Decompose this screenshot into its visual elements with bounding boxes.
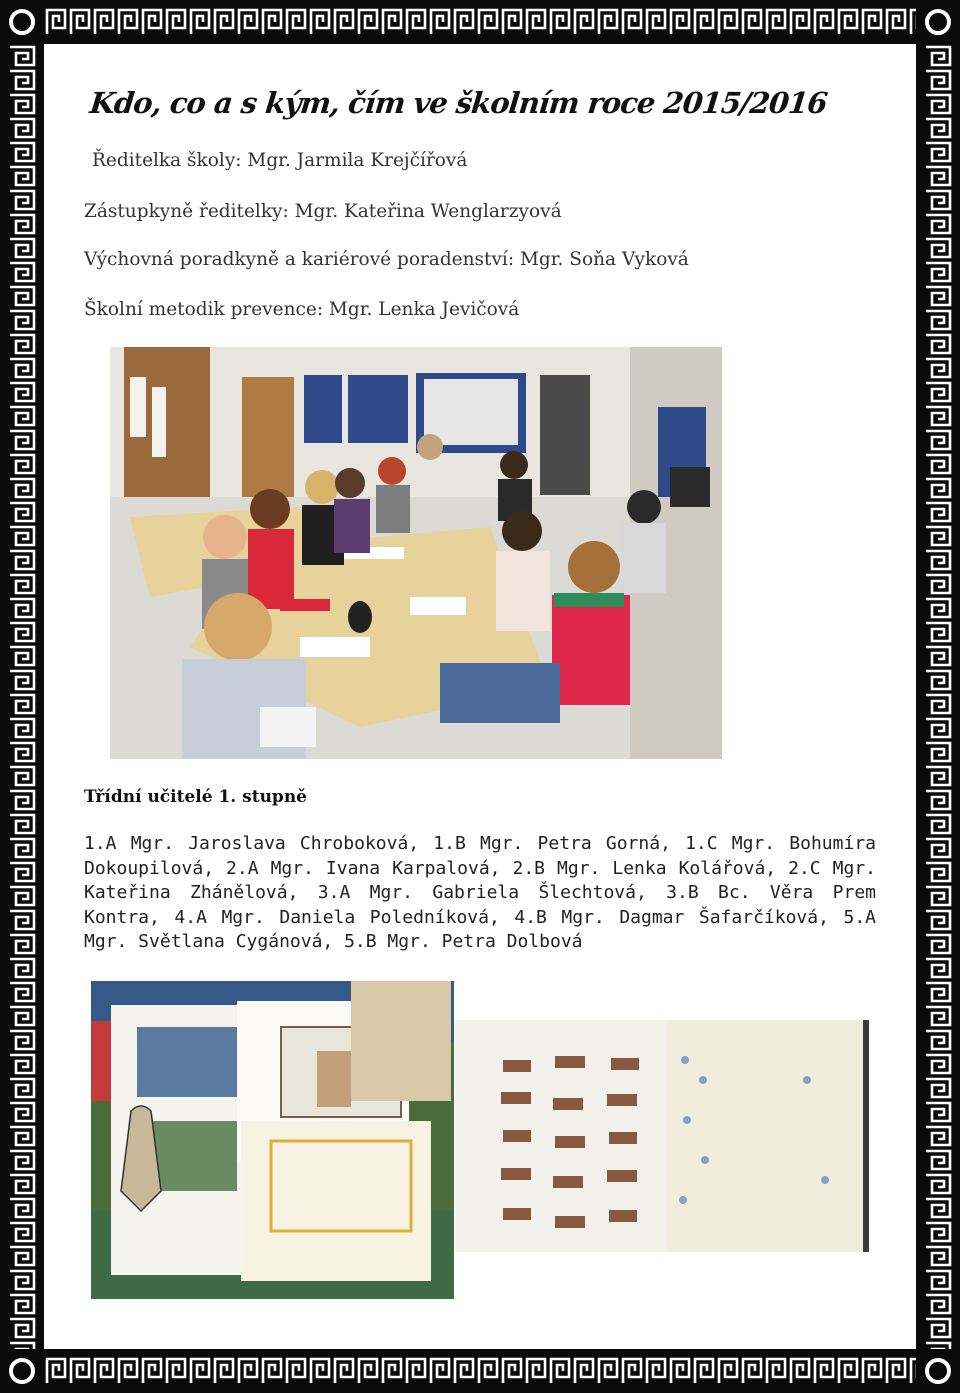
corner-ornament xyxy=(920,4,956,40)
meander-band-top xyxy=(44,4,916,40)
corner-ornament xyxy=(4,1353,40,1389)
corner-ornament xyxy=(4,4,40,40)
class-teachers-list: 1.A Mgr. Jaroslava Chroboková, 1.B Mgr. Petra Gorná, 1.C Mgr. Bohumíra Dokoupilová, 2.A Mgr. Ivana Karpalová, 2.B Mgr. Lenka Kolářová, 2.C Mgr. Kateřina Zhánělová, 3.A Mgr. Gabriela Šlechtová, 3.B Bc. Věra Prem Kontra, 4.A Mgr. Daniela Poledníková, 4.B Mgr. Dagmar Šafarčíková, 5.A Mgr. Světlana Cygánová, 5.B Mgr. Petra Dolbová xyxy=(84,833,876,952)
page-content xyxy=(44,44,916,1349)
staff-line-principal: Ředitelka školy: Mgr. Jarmila Krejčířová xyxy=(92,150,468,171)
staff-line-prevention: Školní metodik prevence: Mgr. Lenka Jevičová xyxy=(84,299,520,320)
corner-ornament xyxy=(920,1353,956,1389)
drawings-photo-right xyxy=(455,1020,869,1252)
staff-meeting-photo xyxy=(110,347,722,759)
meander-band-bottom xyxy=(44,1353,916,1389)
meander-band-right xyxy=(920,44,956,1349)
page-title: Kdo, co a s kým, čím ve školním roce 2015/2016 xyxy=(88,86,829,120)
staff-line-counselor: Výchovná poradkyně a kariérové poradenství: Mgr. Soňa Vyková xyxy=(84,249,689,270)
section-heading: Třídní učitelé 1. stupně xyxy=(84,787,307,807)
drawings-photo-left xyxy=(91,981,454,1299)
meander-band-left xyxy=(4,44,40,1349)
staff-line-deputy: Zástupkyně ředitelky: Mgr. Kateřina Wenglarzyová xyxy=(84,201,562,222)
